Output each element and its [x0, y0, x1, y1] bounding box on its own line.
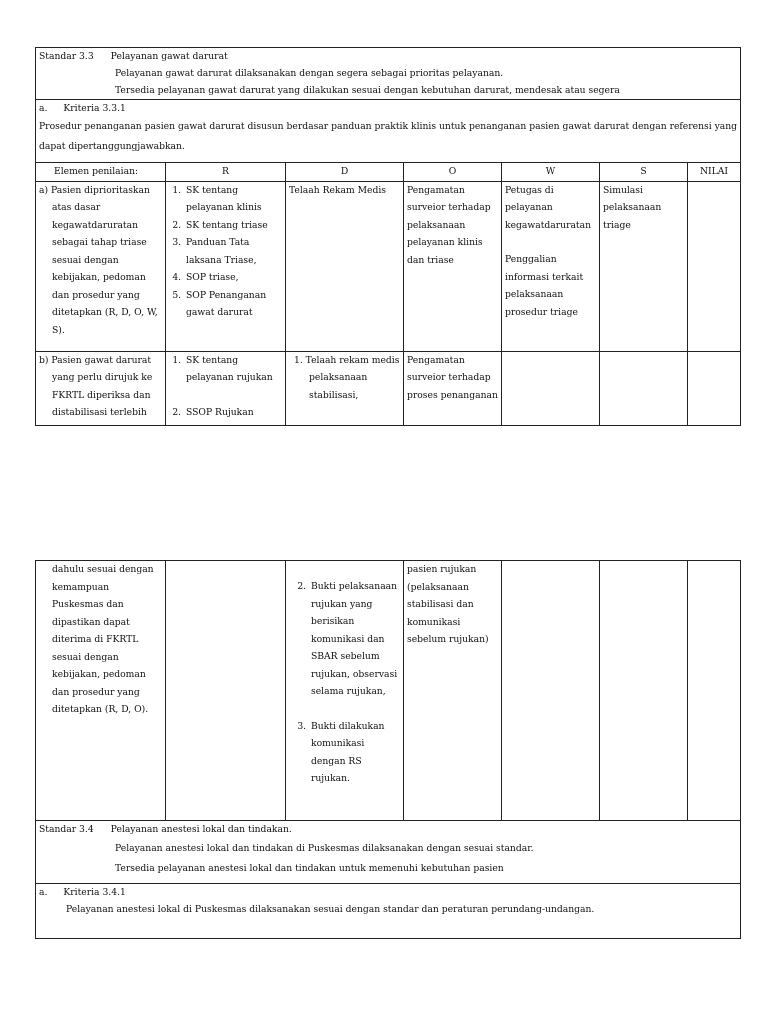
standard-title: Pelayanan gawat darurat	[110, 51, 228, 62]
criteria-3-3-1-row	[36, 100, 741, 163]
header-nilai: NILAI	[688, 163, 741, 182]
nilai-b-cell	[688, 351, 741, 425]
standard-line-2: Tersedia pelayanan gawat darurat yang dilakukan sesuai dengan kebutuhan darurat, mendesak atau segera	[115, 85, 620, 96]
criteria-title: Kriteria 3.4.1	[63, 887, 126, 898]
header-o: O	[404, 163, 502, 182]
r-b-list	[169, 352, 282, 422]
s-b-cell	[600, 351, 688, 425]
nilai-b-cont-cell	[688, 561, 741, 821]
element-b-marker: b)	[39, 354, 49, 366]
criteria-text: Pelayanan anestesi lokal di Puskesmas dilaksanakan sesuai dengan standar dan peraturan perundang-undangan.	[66, 904, 595, 915]
r-b-cell	[166, 351, 286, 425]
element-b-cell	[36, 351, 166, 425]
w-a-text-1: Petugas di pelayanan kegawatdaruratan	[505, 184, 592, 231]
s-a-cell: Simulasi pelaksanaan triage	[600, 181, 688, 351]
header-w: W	[502, 163, 600, 182]
element-b-cont-text: dahulu sesuai dengan kemampuan Puskesmas dan dipastikan dapat diterima di FKRTL sesuai dengan kebijakan, pedoman dan prosedur yang ditetapkan (R, D, O).	[52, 564, 154, 715]
table-row	[36, 351, 741, 425]
o-b-cont-cell: pasien rujukan (pelaksanaan stabilisasi dan komunikasi sebelum rujukan)	[404, 561, 502, 821]
assessment-table-2	[35, 560, 741, 939]
list-item: 3. Bukti dilakukan komunikasi dengan RS rujukan.	[309, 718, 400, 788]
list-item: 3. Panduan Tata laksana Triase,	[184, 234, 282, 269]
element-a-text: Pasien diprioritaskan atas dasar kegawatdaruratan sebagai tahap triase sesuai dengan kebijakan, pedoman dan prosedur yang ditetapkan (R, D, O, W, S).	[50, 184, 158, 336]
standard-code: Standar 3.3	[39, 51, 94, 62]
header-r: R	[166, 163, 286, 182]
element-b-text: Pasien gawat darurat yang perlu dirujuk ke FKRTL diperiksa dan distabilisasi terlebih	[51, 354, 153, 418]
list-item: 1. SK tentang pelayanan rujukan	[184, 352, 282, 387]
d-b-cont-cell	[286, 561, 404, 821]
header-element: Elemen penilaian:	[36, 163, 166, 182]
element-b-cont-cell	[36, 561, 166, 821]
list-item: 4. SOP triase,	[184, 269, 282, 287]
header-d: D	[286, 163, 404, 182]
d-b-text-1: 1. Telaah rekam medis pelaksanaan stabilisasi,	[294, 354, 400, 401]
s-b-cont-cell	[600, 561, 688, 821]
d-b-cont-list	[289, 578, 400, 788]
r-b-cont-cell	[166, 561, 286, 821]
criteria-text: Prosedur penanganan pasien gawat darurat disusun berdasar panduan praktik klinis untuk penanganan pasien gawat darurat dengan referensi yang dapat dipertanggungjawabkan.	[39, 121, 738, 152]
w-a-cell	[502, 181, 600, 351]
criteria-title: Kriteria 3.3.1	[63, 103, 126, 114]
standard-title: Pelayanan anestesi lokal dan tindakan.	[110, 824, 292, 835]
standard-3-3-row	[36, 48, 741, 100]
table-row	[36, 561, 741, 821]
table-header-row	[36, 163, 741, 182]
assessment-table-1	[35, 47, 741, 426]
criteria-3-4-1-row	[36, 884, 741, 939]
criteria-marker: a.	[39, 887, 48, 898]
nilai-a-cell	[688, 181, 741, 351]
element-a-cell	[36, 181, 166, 351]
list-item: 2. SK tentang triase	[184, 217, 282, 235]
list-item: 2. Bukti pelaksanaan rujukan yang berisikan komunikasi dan SBAR sebelum rujukan, observasi selama rujukan,	[309, 578, 400, 701]
w-b-cont-cell	[502, 561, 600, 821]
list-item: 5. SOP Penanganan gawat darurat	[184, 287, 282, 322]
o-b-cell: Pengamatan surveior terhadap proses penanganan	[404, 351, 502, 425]
table-row	[36, 181, 741, 351]
d-b-cell	[286, 351, 404, 425]
standard-code: Standar 3.4	[39, 824, 94, 835]
list-item: 1. SK tentang pelayanan klinis	[184, 182, 282, 217]
standard-line-2: Tersedia pelayanan anestesi lokal dan tindakan untuk memenuhi kebutuhan pasien	[115, 863, 504, 874]
element-a-marker: a)	[39, 184, 49, 196]
w-b-cell	[502, 351, 600, 425]
w-a-text-2: Penggalian informasi terkait pelaksanaan prosedur triage	[505, 254, 584, 318]
header-s: S	[600, 163, 688, 182]
standard-line-1: Pelayanan anestesi lokal dan tindakan di Puskesmas dilaksanakan dengan sesuai standar.	[115, 843, 534, 854]
criteria-marker: a.	[39, 103, 48, 114]
list-item: 2. SSOP Rujukan	[184, 404, 282, 422]
d-a-cell: Telaah Rekam Medis	[286, 181, 404, 351]
standard-3-4-row	[36, 821, 741, 884]
r-a-cell	[166, 181, 286, 351]
o-a-cell: Pengamatan surveior terhadap pelaksanaan pelayanan klinis dan triase	[404, 181, 502, 351]
standard-line-1: Pelayanan gawat darurat dilaksanakan dengan segera sebagai prioritas pelayanan.	[115, 68, 504, 79]
r-a-list	[169, 182, 282, 322]
